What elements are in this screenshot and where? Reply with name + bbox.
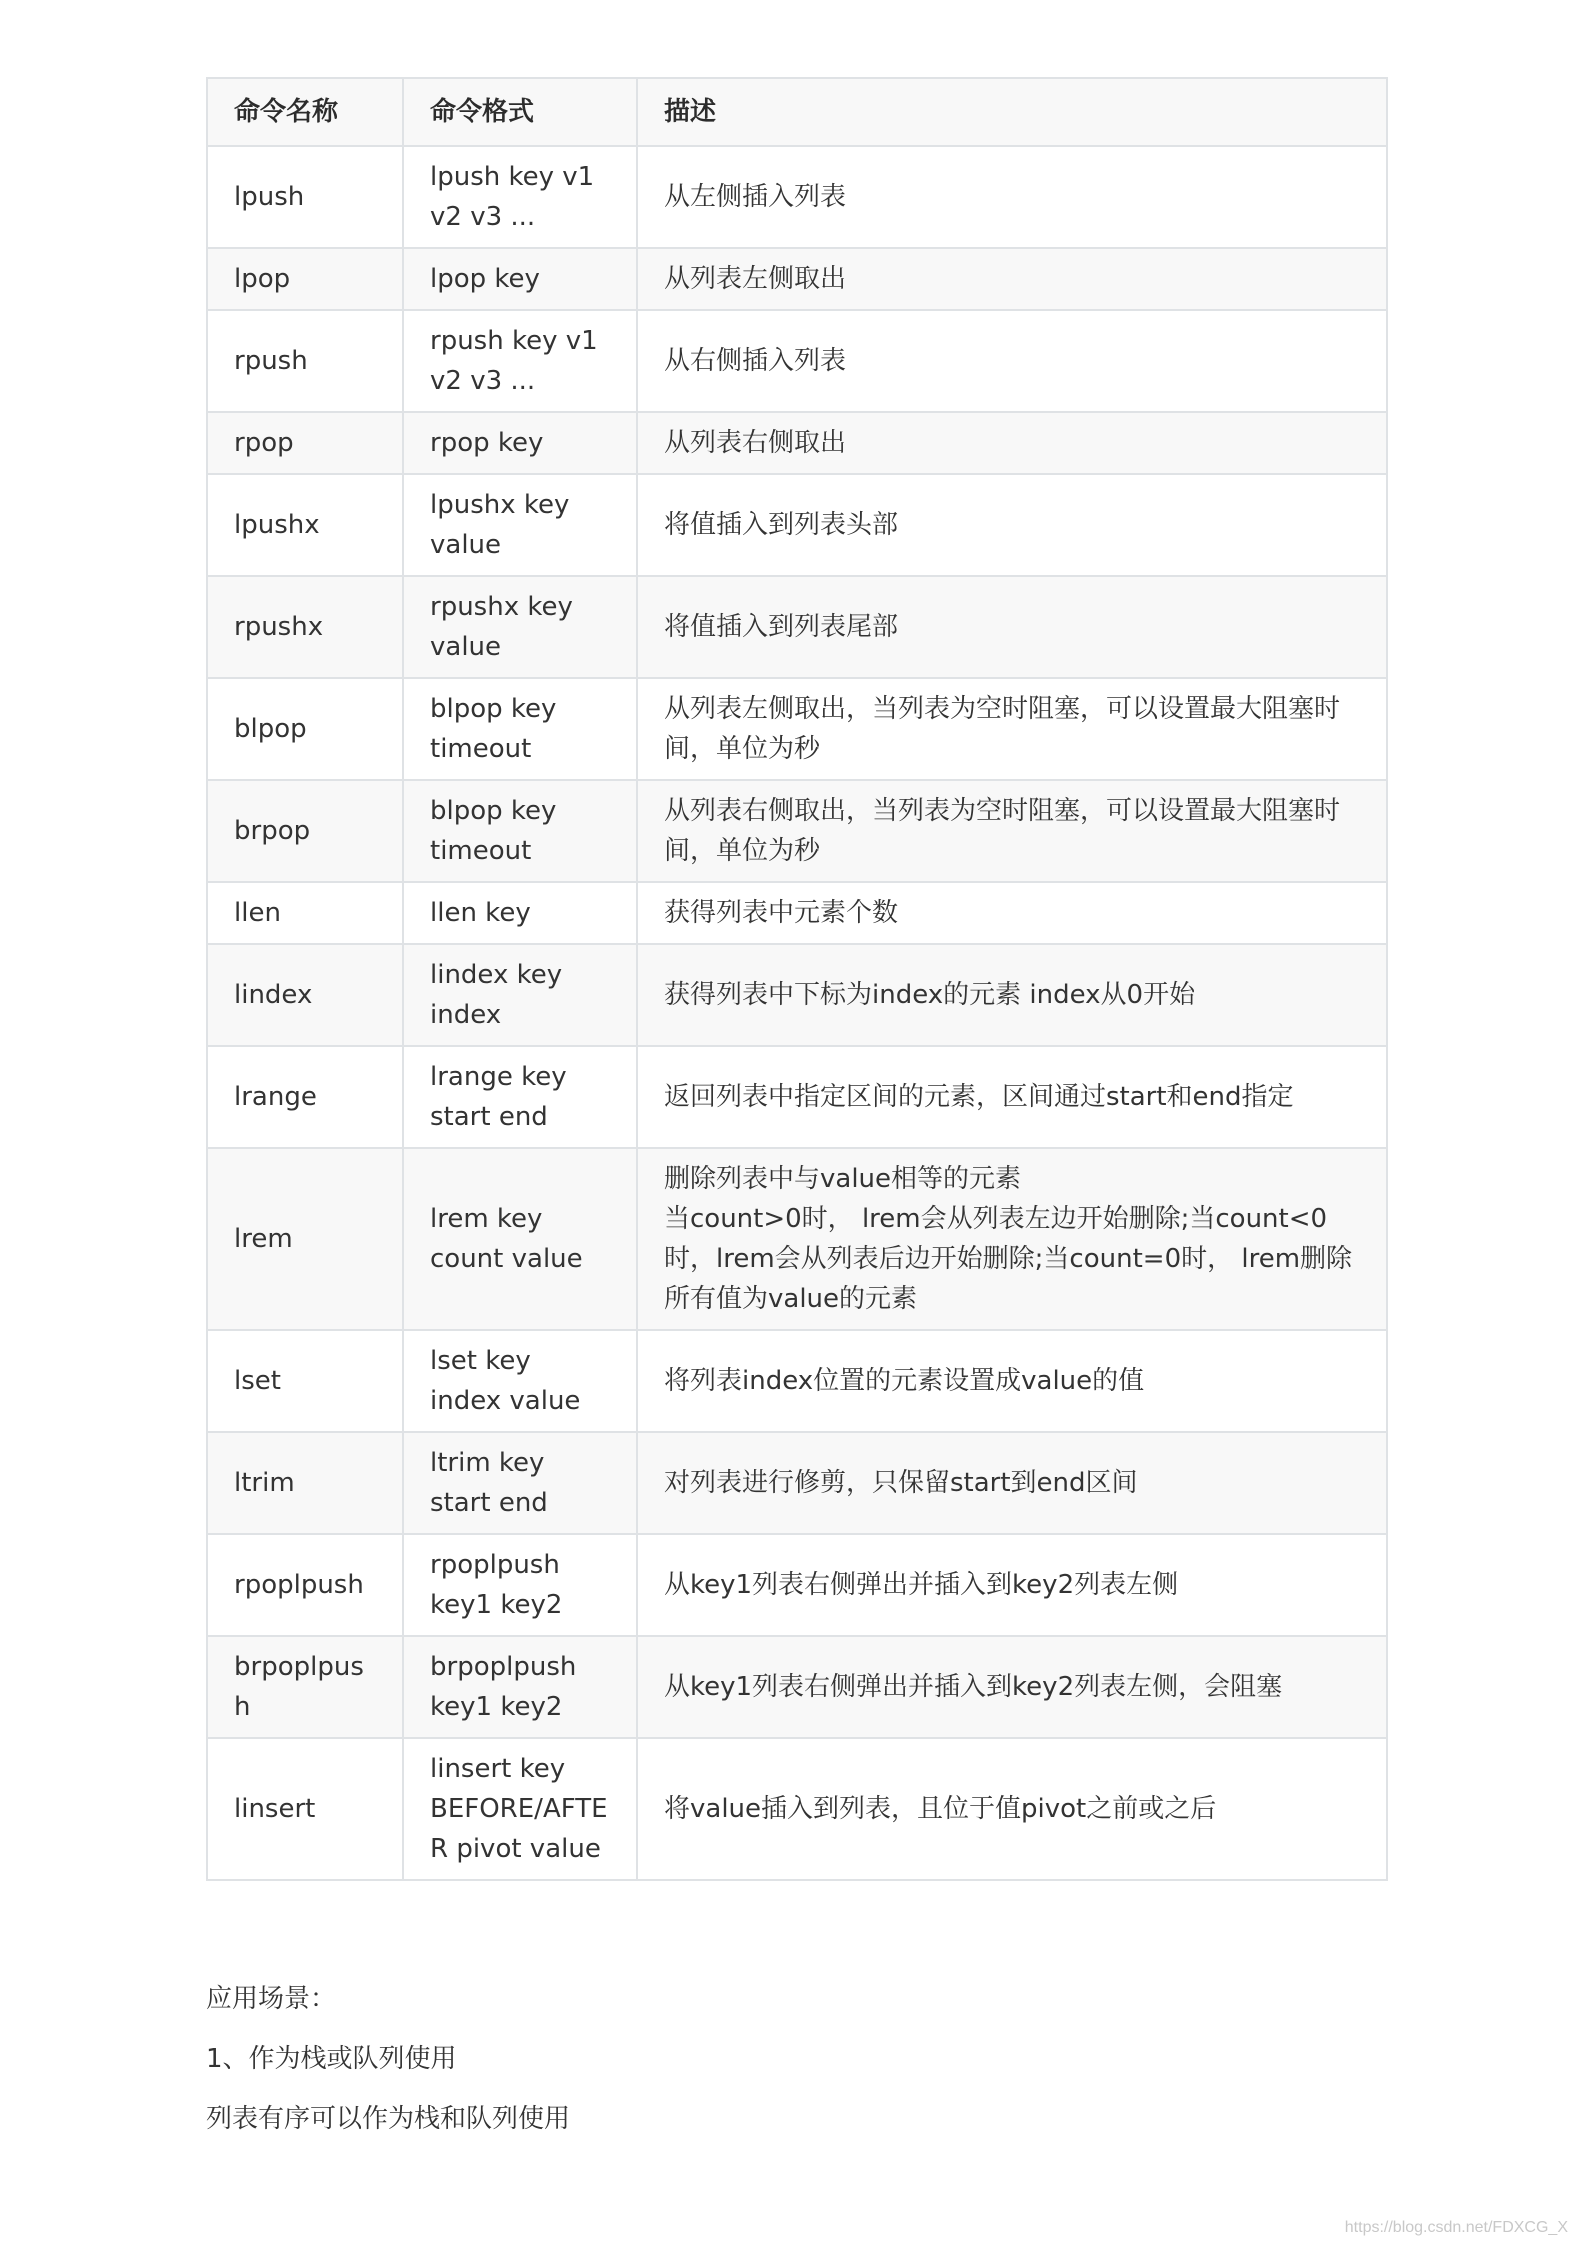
table-row: [207, 310, 1387, 412]
description-cell: 从右侧插入列表: [637, 310, 1387, 412]
table-row: [207, 882, 1387, 944]
command-name-cell: lpushx: [207, 474, 403, 576]
description-cell: 从左侧插入列表: [637, 146, 1387, 248]
command-format-cell: llen key: [403, 882, 637, 944]
description-cell: 将值插入到列表头部: [637, 474, 1387, 576]
command-format-cell: linsert key BEFORE/AFTER pivot value: [403, 1738, 637, 1880]
description-cell: 返回列表中指定区间的元素，区间通过start和end指定: [637, 1046, 1387, 1148]
description-cell: 从key1列表右侧弹出并插入到key2列表左侧: [637, 1534, 1387, 1636]
command-name-cell: linsert: [207, 1738, 403, 1880]
description-cell: 从列表左侧取出，当列表为空时阻塞，可以设置最大阻塞时间，单位为秒: [637, 678, 1387, 780]
description-cell: 将值插入到列表尾部: [637, 576, 1387, 678]
scenario-item-1: 1、作为栈或队列使用: [206, 2044, 457, 2074]
command-name-cell: rpop: [207, 412, 403, 474]
command-format-cell: rpop key: [403, 412, 637, 474]
description-cell: 从key1列表右侧弹出并插入到key2列表左侧，会阻塞: [637, 1636, 1387, 1738]
command-format-cell: brpoplpush key1 key2: [403, 1636, 637, 1738]
scenario-heading: 应用场景：: [206, 1984, 337, 2014]
command-name-cell: ltrim: [207, 1432, 403, 1534]
header-command-name: 命令名称: [207, 78, 403, 146]
command-name-cell: lindex: [207, 944, 403, 1046]
table-row: [207, 780, 1387, 882]
command-name-cell: brpop: [207, 780, 403, 882]
description-cell: 从列表左侧取出: [637, 248, 1387, 310]
command-format-cell: lpush key v1 v2 v3 ...: [403, 146, 637, 248]
command-format-cell: rpush key v1 v2 v3 ...: [403, 310, 637, 412]
table-row: [207, 1148, 1387, 1330]
command-name-cell: lrange: [207, 1046, 403, 1148]
command-format-cell: rpushx key value: [403, 576, 637, 678]
description-cell: 获得列表中下标为index的元素 index从0开始: [637, 944, 1387, 1046]
command-name-cell: lset: [207, 1330, 403, 1432]
command-name-cell: llen: [207, 882, 403, 944]
command-name-cell: rpush: [207, 310, 403, 412]
table-header-row: [207, 78, 1387, 146]
command-name-cell: brpoplpush: [207, 1636, 403, 1738]
header-description: 描述: [637, 78, 1387, 146]
table-row: [207, 1738, 1387, 1880]
scenario-item-1-desc: 列表有序可以作为栈和队列使用: [206, 2104, 571, 2134]
command-name-cell: rpushx: [207, 576, 403, 678]
command-name-cell: lpush: [207, 146, 403, 248]
command-table: [206, 77, 1388, 1881]
table-row: [207, 248, 1387, 310]
description-cell: 删除列表中与value相等的元素 当count>0时， lrem会从列表左边开始删除;当count<0时，lrem会从列表后边开始删除;当count=0时， lrem删除所有值为value的元素: [637, 1148, 1387, 1330]
description-cell: 将value插入到列表，且位于值pivot之前或之后: [637, 1738, 1387, 1880]
table-row: [207, 1534, 1387, 1636]
document: [206, 77, 1386, 2134]
table-row: [207, 678, 1387, 780]
table-row: [207, 412, 1387, 474]
table-row: [207, 146, 1387, 248]
command-format-cell: lrem key count value: [403, 1148, 637, 1330]
command-name-cell: rpoplpush: [207, 1534, 403, 1636]
command-name-cell: lrem: [207, 1148, 403, 1330]
description-cell: 获得列表中元素个数: [637, 882, 1387, 944]
command-format-cell: ltrim key start end: [403, 1432, 637, 1534]
table-row: [207, 1046, 1387, 1148]
description-cell: 从列表右侧取出: [637, 412, 1387, 474]
table-row: [207, 576, 1387, 678]
command-format-cell: lset key index value: [403, 1330, 637, 1432]
command-format-cell: rpoplpush key1 key2: [403, 1534, 637, 1636]
command-format-cell: lrange key start end: [403, 1046, 637, 1148]
watermark: https://blog.csdn.net/FDXCG_X: [1344, 2219, 1568, 2236]
description-cell: 对列表进行修剪，只保留start到end区间: [637, 1432, 1387, 1534]
table-row: [207, 1330, 1387, 1432]
table-row: [207, 944, 1387, 1046]
description-cell: 将列表index位置的元素设置成value的值: [637, 1330, 1387, 1432]
command-format-cell: blpop key timeout: [403, 678, 637, 780]
header-command-format: 命令格式: [403, 78, 637, 146]
command-name-cell: blpop: [207, 678, 403, 780]
command-format-cell: blpop key timeout: [403, 780, 637, 882]
table-row: [207, 1432, 1387, 1534]
command-format-cell: lindex key index: [403, 944, 637, 1046]
command-format-cell: lpop key: [403, 248, 637, 310]
table-row: [207, 474, 1387, 576]
description-cell: 从列表右侧取出，当列表为空时阻塞，可以设置最大阻塞时间，单位为秒: [637, 780, 1387, 882]
command-name-cell: lpop: [207, 248, 403, 310]
table-row: [207, 1636, 1387, 1738]
command-format-cell: lpushx key value: [403, 474, 637, 576]
